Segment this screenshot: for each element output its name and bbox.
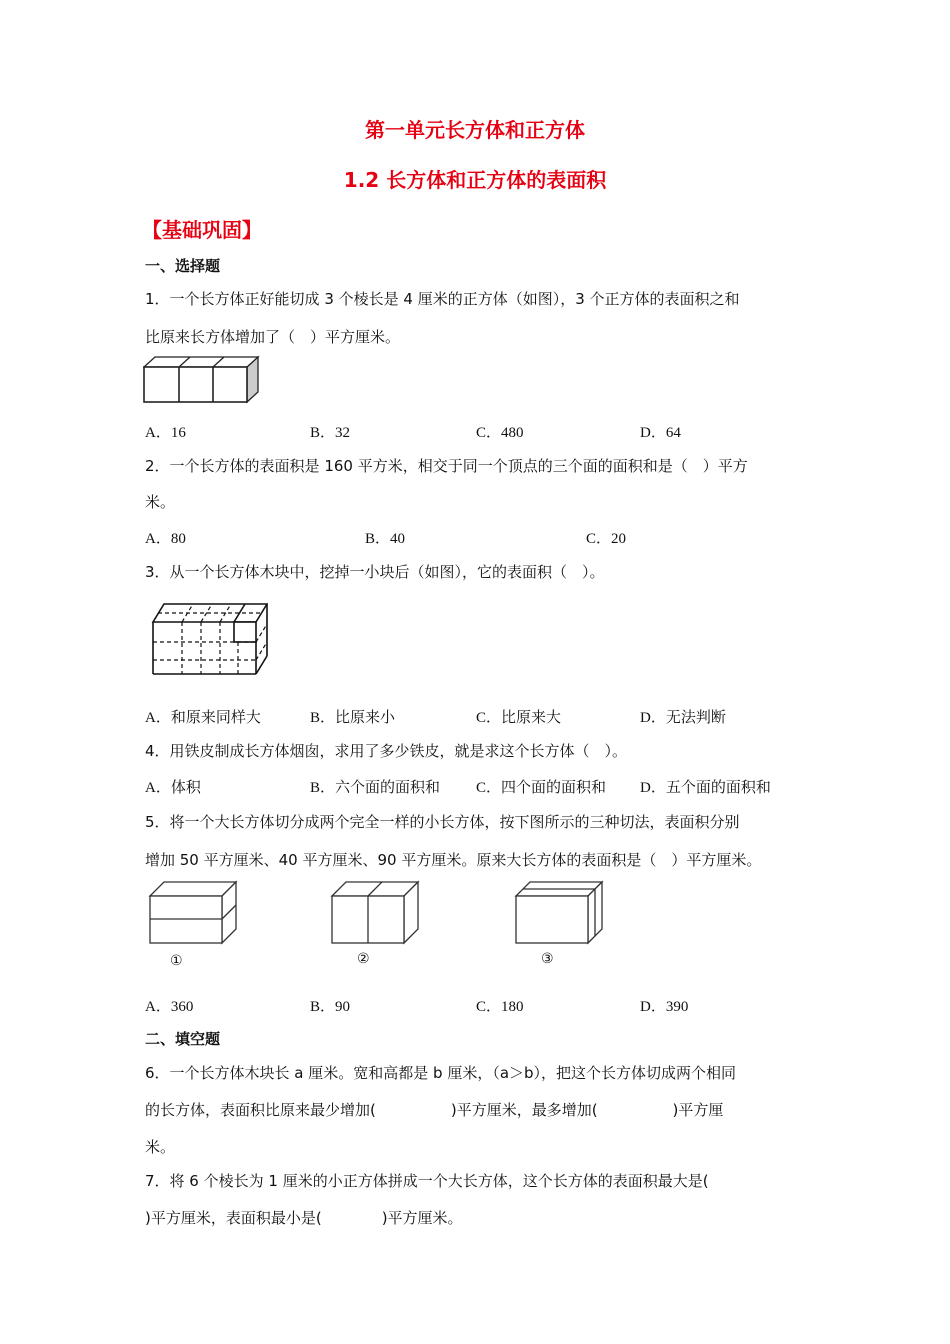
q1-option-b: B．32 [310,425,351,441]
q5-option-c: C．180 [476,999,524,1015]
part1-heading: 一、选择题 [145,257,221,275]
q5-figure-label-2: ② [357,951,370,967]
section-heading-basic: 【基础巩固】 [142,218,262,242]
q3-option-c: C．比原来大 [476,710,562,726]
q6-line2: 的长方体，表面积比原来最少增加( )平方厘米，最多增加( )平方厘 [145,1101,724,1119]
part2-heading: 二、填空题 [145,1030,221,1048]
q3-option-a: A．和原来同样大 [145,710,261,726]
q3-figure-cuboid-corner-removed [150,598,268,678]
q3-line1: 3．从一个长方体木块中，挖掉一小块后（如图），它的表面积（ ）。 [145,563,605,581]
q5-figure-cut-3 [514,880,606,946]
q2-line1: 2．一个长方体的表面积是 160 平方米，相交于同一个顶点的三个面的面积和是（ ）平方 [145,457,748,475]
q5-figure-label-3: ③ [541,951,554,967]
q4-option-c: C．四个面的面积和 [476,780,607,796]
q3-option-d: D．无法判断 [640,710,726,726]
q4-option-b: B．六个面的面积和 [310,780,441,796]
q4-option-d: D．五个面的面积和 [640,780,771,796]
q5-figure-cut-1 [148,880,240,946]
q5-line1: 5．将一个大长方体切分成两个完全一样的小长方体，按下图所示的三种切法，表面积分别 [145,813,740,831]
q1-line2: 比原来长方体增加了（ ）平方厘米。 [145,328,401,346]
q5-figure-label-1: ① [170,953,183,969]
q3-option-b: B．比原来小 [310,710,396,726]
q1-option-a: A．16 [145,425,186,441]
q4-option-a: A．体积 [145,780,201,796]
q2-option-b: B．40 [365,531,406,547]
q1-option-c: C．480 [476,425,524,441]
q1-figure-three-cubes [143,355,263,405]
q7-line2: )平方厘米，表面积最小是( )平方厘米。 [145,1209,463,1227]
document-subtitle: 1.2 长方体和正方体的表面积 [343,168,607,192]
q5-figure-cut-2 [330,880,422,946]
q5-line2: 增加 50 平方厘米、40 平方厘米、90 平方厘米。原来大长方体的表面积是（ ）平方厘米。 [145,851,762,869]
q2-line2: 米。 [145,493,176,511]
q5-option-a: A．360 [145,999,194,1015]
q4-line1: 4．用铁皮制成长方体烟囱，求用了多少铁皮，就是求这个长方体（ ）。 [145,742,628,760]
q6-line3: 米。 [145,1138,176,1156]
q7-line1: 7．将 6 个棱长为 1 厘米的小正方体拼成一个大长方体，这个长方体的表面积最大是( [145,1172,709,1190]
q1-option-d: D．64 [640,425,681,441]
q5-option-d: D．390 [640,999,689,1015]
q2-option-c: C．20 [586,531,627,547]
q2-option-a: A．80 [145,531,186,547]
q1-line1: 1．一个长方体正好能切成 3 个棱长是 4 厘米的正方体（如图），3 个正方体的表面积之和 [145,290,740,308]
document-title: 第一单元长方体和正方体 [365,118,585,142]
q5-option-b: B．90 [310,999,351,1015]
q6-line1: 6．一个长方体木块长 a 厘米。宽和高都是 b 厘米，（a＞b），把这个长方体切成两个相同 [145,1064,737,1082]
